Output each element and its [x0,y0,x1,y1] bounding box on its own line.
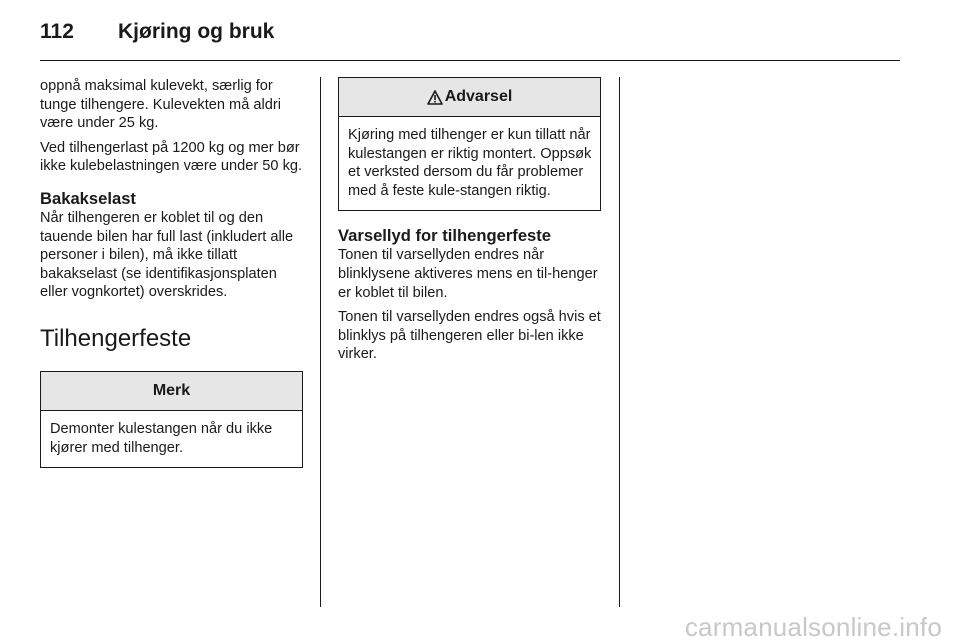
watermark: carmanualsonline.info [684,612,942,642]
warning-box-title: Advarsel [444,88,513,105]
paragraph-min-ball-load: Ved tilhengerlast på 1200 kg og mer bør ikke kulebelastningen være under 50 kg. [40,139,303,175]
paragraph-ball-load: oppnå maksimal kulevekt, særlig for tunge tilhengere. Kulevekten må aldri være under 25 kg. [40,78,281,132]
warning-box-header [339,78,600,117]
paragraph-alarm-tone: Tonen til varsellyden endres når blinklysene aktiveres mens en til-henger er koblet til bilen. [338,247,598,301]
note-box-text: Demonter kulestangen når du ikke kjører med tilhenger. [50,420,273,456]
subheading-trailer-alarm: Varsellyd for tilhengerfeste [338,226,552,246]
column-divider-left [320,77,321,607]
header-rule [40,60,900,61]
page-number: 112 [40,20,74,43]
note-box-title: Merk [41,372,302,411]
page-header [40,16,900,52]
warning-triangle-icon [427,90,443,105]
column-divider-right [619,77,620,607]
left-column [40,77,304,468]
paragraph-rear-axle-load: Når tilhengeren er koblet til og den tauende bilen har full last (inkludert alle personer i bilen), må ikke tillatt bakakselast (se identifikasjonsplaten eller vognkortet) overskrides. [40,209,294,301]
warning-box [338,77,601,211]
section-heading-towbar: Tilhengerfeste [40,324,192,352]
warning-box-text: Kjøring med tilhenger er kun tillatt når kulestangen er riktig montert. Oppsøk et verksted dersom du får problemer med å feste kule-stangen riktig. [348,127,592,199]
subheading-rear-axle-load: Bakakselast [40,188,136,208]
middle-column [338,77,602,370]
chapter-title: Kjøring og bruk [118,20,275,43]
paragraph-alarm-fault: Tonen til varsellyden endres også hvis et blinklys på tilhengeren eller bi-len ikke virker. [338,309,601,363]
note-box [40,371,303,468]
